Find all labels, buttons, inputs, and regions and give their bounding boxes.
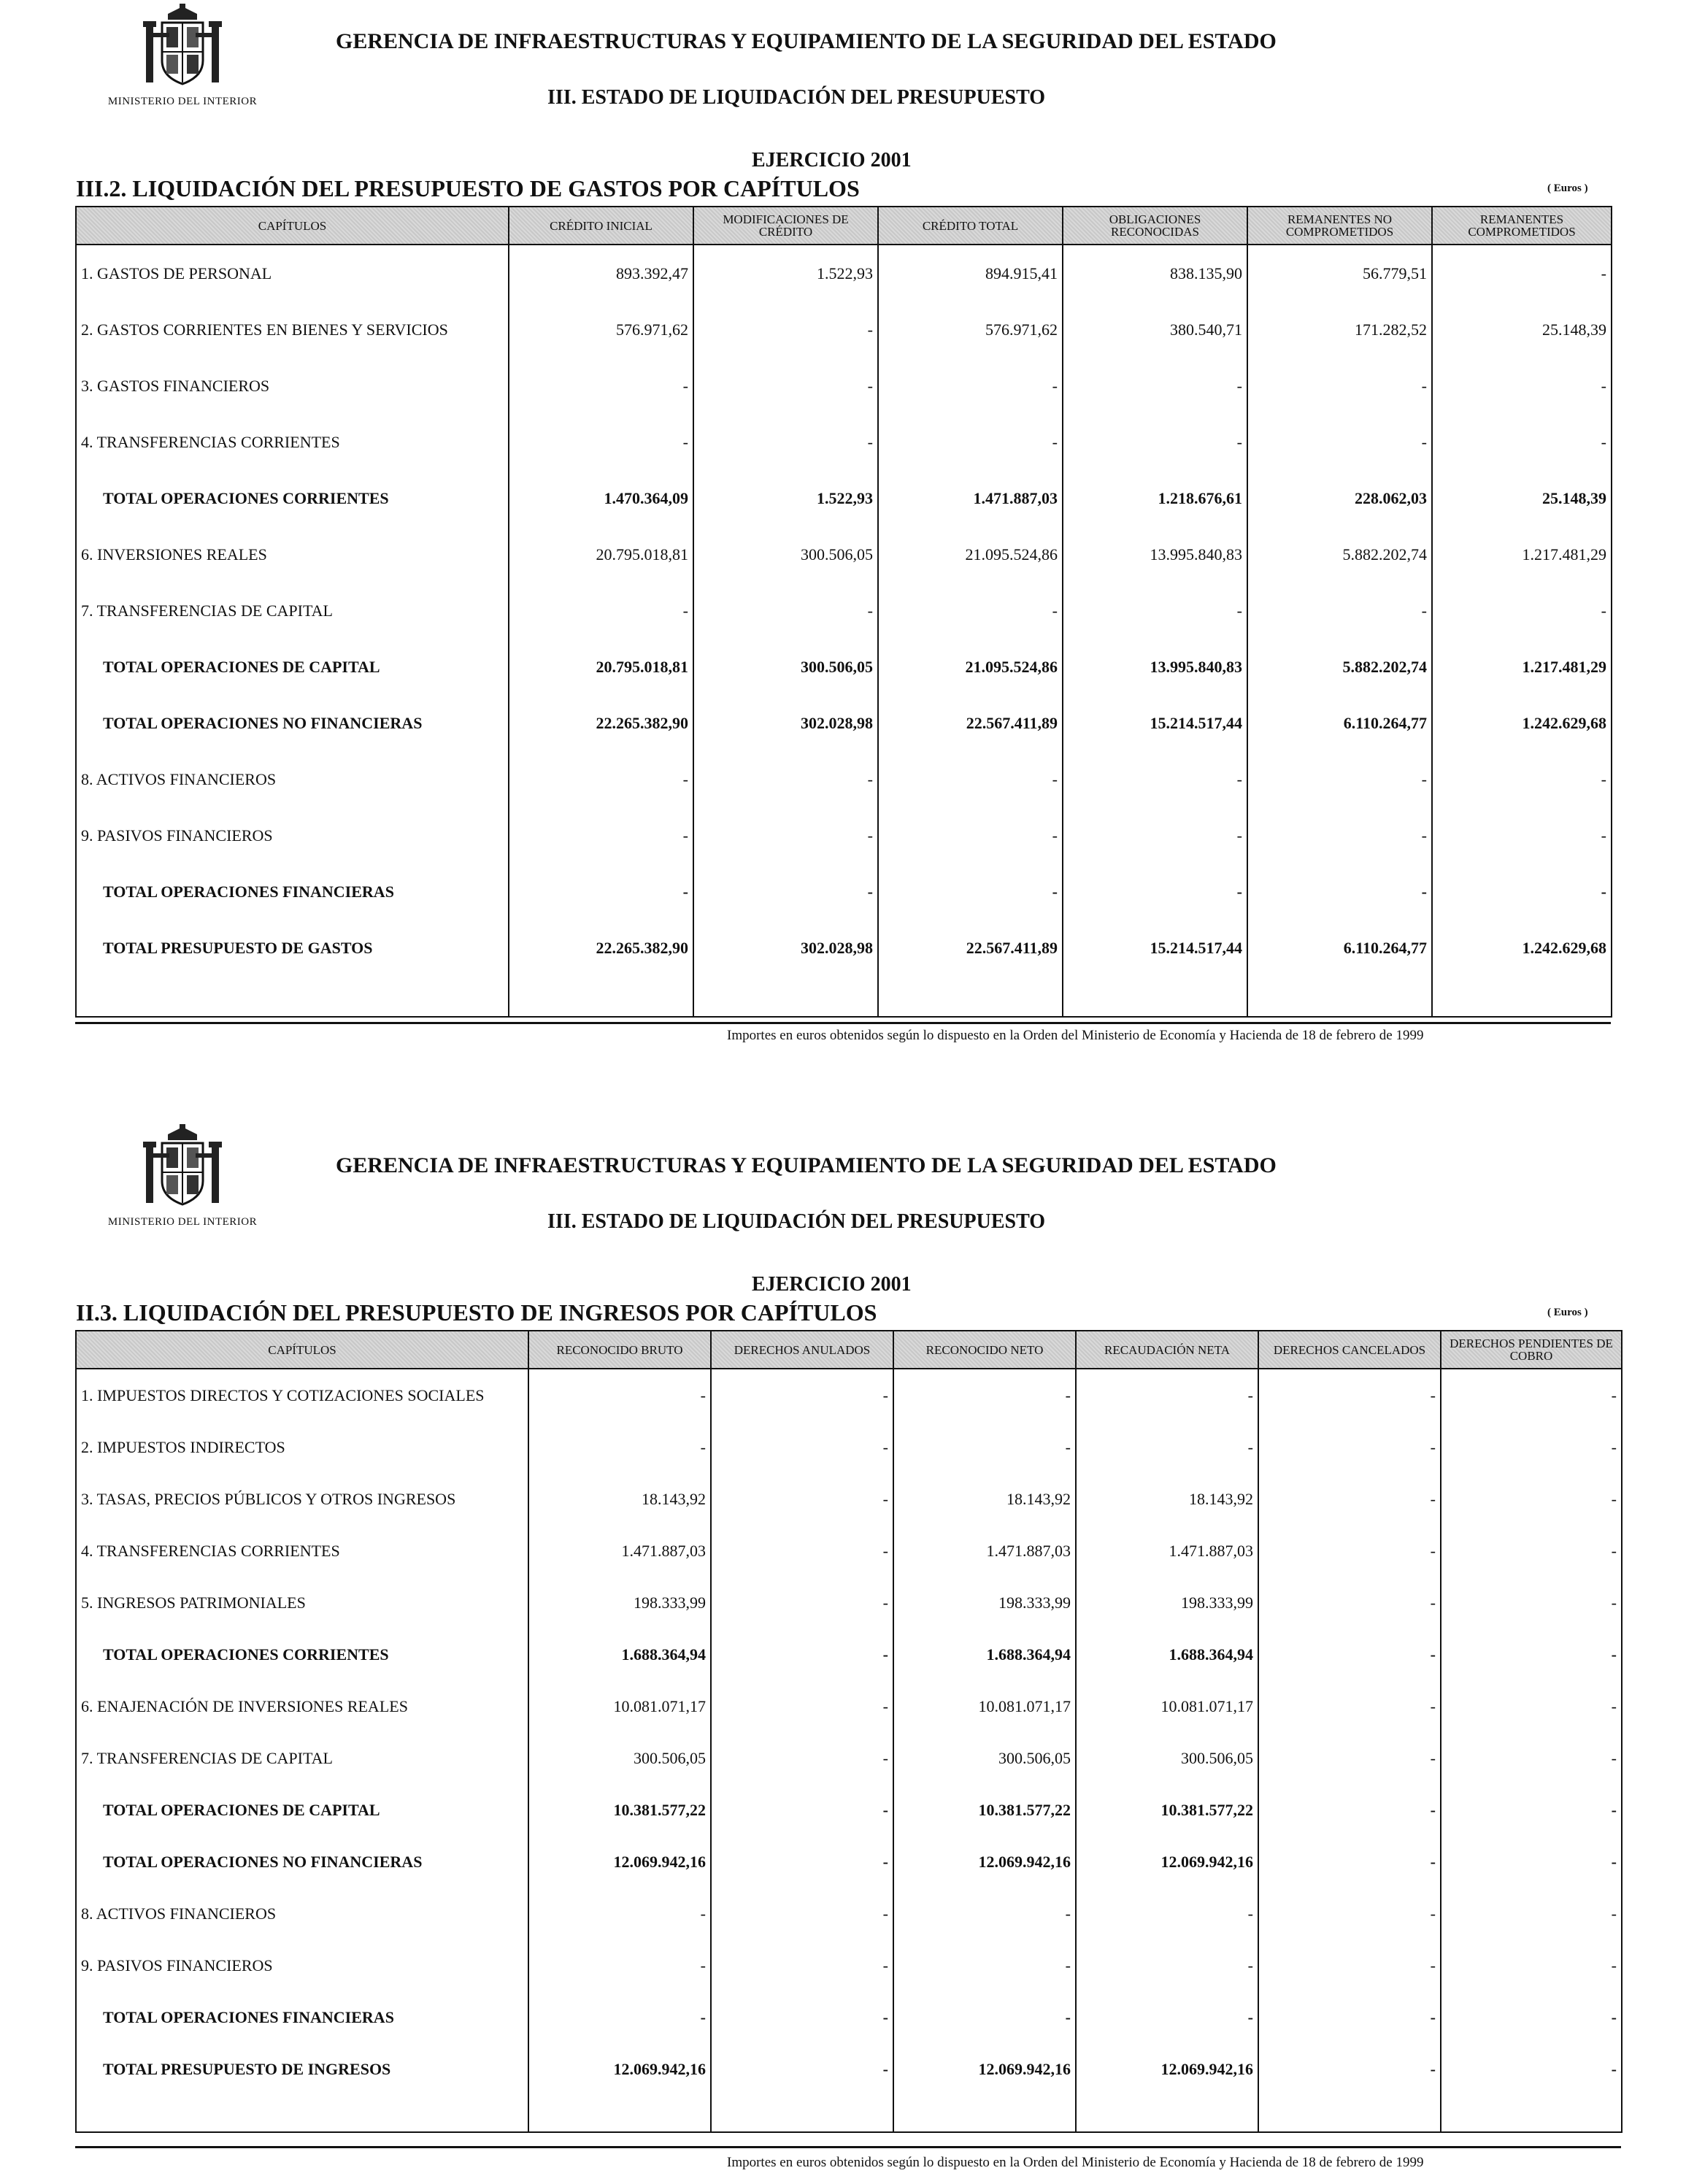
gastos-section-title: III.2. LIQUIDACIÓN DEL PRESUPUESTO DE GASTOS POR CAPÍTULOS [76, 175, 860, 201]
cell-value: - [1063, 807, 1247, 864]
cell-value: - [1258, 2043, 1441, 2095]
cell-value: - [1247, 751, 1432, 807]
row-label: 1. IMPUESTOS DIRECTOS Y COTIZACIONES SOCIALES [76, 1369, 528, 1421]
cell-value: 1.471.887,03 [528, 1525, 711, 1577]
cell-value: 302.028,98 [693, 920, 878, 976]
cell-value: 15.214.517,44 [1063, 695, 1247, 751]
cell-value: - [711, 1629, 893, 1680]
row-label: 4. TRANSFERENCIAS CORRIENTES [76, 1525, 528, 1577]
cell-value: - [1258, 1421, 1441, 1473]
cell-value: - [509, 582, 693, 639]
table-row [76, 245, 1612, 301]
cell-value: - [1258, 1629, 1441, 1680]
row-label: TOTAL OPERACIONES DE CAPITAL [76, 639, 509, 695]
cell-value: 22.265.382,90 [509, 695, 693, 751]
cell-value: - [693, 582, 878, 639]
table-row [76, 1888, 1622, 1939]
cell-value: 380.540,71 [1063, 301, 1247, 358]
empty-cell [76, 2095, 528, 2132]
row-label: TOTAL OPERACIONES FINANCIERAS [76, 864, 509, 920]
fiscal-year: EJERCICIO 2001 [752, 149, 912, 172]
page-title: GERENCIA DE INFRAESTRUCTURAS Y EQUIPAMIENTO DE LA SEGURIDAD DEL ESTADO [336, 29, 1277, 53]
row-label: TOTAL PRESUPUESTO DE GASTOS [76, 920, 509, 976]
table-row [76, 582, 1612, 639]
cell-value: - [693, 864, 878, 920]
cell-value: 300.506,05 [893, 1732, 1076, 1784]
ingresos-column-header: DERECHOS PENDIENTES DE COBRO [1441, 1331, 1622, 1369]
cell-value: - [893, 1888, 1076, 1939]
coat-of-arms-icon [139, 1124, 226, 1212]
cell-value: - [1432, 864, 1612, 920]
cell-value: 6.110.264,77 [1247, 695, 1432, 751]
cell-value: - [878, 414, 1063, 470]
cell-value: 171.282,52 [1247, 301, 1432, 358]
total-row [76, 2043, 1622, 2095]
cell-value: 12.069.942,16 [893, 2043, 1076, 2095]
empty-cell [711, 2095, 893, 2132]
cell-value: 1.688.364,94 [1076, 1629, 1258, 1680]
cell-value: - [693, 807, 878, 864]
empty-cell [1432, 976, 1612, 1017]
page-subtitle: III. ESTADO DE LIQUIDACIÓN DEL PRESUPUESTO [547, 86, 1046, 109]
table-filler-row [76, 976, 1612, 1017]
cell-value: 12.069.942,16 [1076, 1836, 1258, 1888]
empty-cell [878, 976, 1063, 1017]
cell-value: - [1441, 1369, 1622, 1421]
cell-value: 5.882.202,74 [1247, 639, 1432, 695]
gastos-table-bottom-rule [75, 1022, 1611, 1024]
table-row [76, 751, 1612, 807]
cell-value: 576.971,62 [878, 301, 1063, 358]
cell-value: - [1441, 1629, 1622, 1680]
cell-value: - [1258, 1836, 1441, 1888]
cell-value: - [1258, 1888, 1441, 1939]
cell-value: - [1432, 414, 1612, 470]
ministry-logo-2 [102, 1124, 263, 1228]
row-label: 8. ACTIVOS FINANCIEROS [76, 1888, 528, 1939]
cell-value: 22.567.411,89 [878, 920, 1063, 976]
empty-cell [509, 976, 693, 1017]
cell-value: 22.265.382,90 [509, 920, 693, 976]
row-label: TOTAL OPERACIONES NO FINANCIERAS [76, 695, 509, 751]
cell-value: 12.069.942,16 [528, 2043, 711, 2095]
row-label: 9. PASIVOS FINANCIEROS [76, 807, 509, 864]
empty-cell [76, 976, 509, 1017]
row-label: TOTAL OPERACIONES CORRIENTES [76, 1629, 528, 1680]
cell-value: - [711, 1680, 893, 1732]
empty-cell [1076, 2095, 1258, 2132]
cell-value: 10.381.577,22 [1076, 1784, 1258, 1836]
cell-value: - [711, 1836, 893, 1888]
cell-value: - [1247, 414, 1432, 470]
cell-value: - [1258, 1732, 1441, 1784]
cell-value: 1.470.364,09 [509, 470, 693, 526]
cell-value: - [528, 1888, 711, 1939]
row-label: 7. TRANSFERENCIAS DE CAPITAL [76, 1732, 528, 1784]
cell-value: - [711, 1473, 893, 1525]
table-row [76, 1939, 1622, 1991]
cell-value: - [528, 1369, 711, 1421]
row-label: TOTAL OPERACIONES CORRIENTES [76, 470, 509, 526]
cell-value: 300.506,05 [1076, 1732, 1258, 1784]
cell-value: - [1441, 1888, 1622, 1939]
cell-value: - [1441, 1421, 1622, 1473]
total-row [76, 864, 1612, 920]
cell-value: - [693, 751, 878, 807]
cell-value: - [1441, 1836, 1622, 1888]
table-row [76, 807, 1612, 864]
cell-value: - [1441, 1577, 1622, 1629]
cell-value: - [1441, 1473, 1622, 1525]
table-filler-row [76, 2095, 1622, 2132]
cell-value: 1.471.887,03 [1076, 1525, 1258, 1577]
cell-value: 1.217.481,29 [1432, 639, 1612, 695]
cell-value: - [1432, 807, 1612, 864]
coat-of-arms-icon [139, 4, 226, 91]
empty-cell [1441, 2095, 1622, 2132]
row-label: 4. TRANSFERENCIAS CORRIENTES [76, 414, 509, 470]
table-row [76, 1732, 1622, 1784]
total-row [76, 470, 1612, 526]
cell-value: - [1247, 358, 1432, 414]
cell-value: - [1258, 1991, 1441, 2043]
table-row [76, 1369, 1622, 1421]
cell-value: 300.506,05 [693, 526, 878, 582]
cell-value: - [1247, 864, 1432, 920]
row-label: TOTAL OPERACIONES DE CAPITAL [76, 1784, 528, 1836]
row-label: 7. TRANSFERENCIAS DE CAPITAL [76, 582, 509, 639]
cell-value: 18.143,92 [528, 1473, 711, 1525]
table-row [76, 1680, 1622, 1732]
cell-value: - [711, 1888, 893, 1939]
ingresos-column-header: DERECHOS ANULADOS [711, 1331, 893, 1369]
cell-value: 1.688.364,94 [528, 1629, 711, 1680]
cell-value: 12.069.942,16 [893, 1836, 1076, 1888]
cell-value: 1.522,93 [693, 470, 878, 526]
total-row [76, 1991, 1622, 2043]
cell-value: - [893, 1369, 1076, 1421]
ministry-logo [102, 4, 263, 108]
fiscal-year-2: EJERCICIO 2001 [752, 1273, 912, 1296]
row-label: TOTAL OPERACIONES NO FINANCIERAS [76, 1836, 528, 1888]
row-label: 5. INGRESOS PATRIMONIALES [76, 1577, 528, 1629]
cell-value: - [1076, 1421, 1258, 1473]
gastos-column-header: REMANENTES NO COMPROMETIDOS [1247, 207, 1432, 245]
cell-value: - [1258, 1784, 1441, 1836]
cell-value: - [1432, 358, 1612, 414]
cell-value: 10.081.071,17 [893, 1680, 1076, 1732]
cell-value: - [893, 1421, 1076, 1473]
cell-value: - [711, 1525, 893, 1577]
ingresos-table [75, 1330, 1623, 2133]
cell-value: 1.217.481,29 [1432, 526, 1612, 582]
cell-value: 1.688.364,94 [893, 1629, 1076, 1680]
table-row [76, 1473, 1622, 1525]
cell-value: 302.028,98 [693, 695, 878, 751]
cell-value: - [711, 1421, 893, 1473]
ingresos-column-header: CAPÍTULOS [76, 1331, 528, 1369]
cell-value: - [878, 751, 1063, 807]
cell-value: - [509, 414, 693, 470]
page-subtitle-2: III. ESTADO DE LIQUIDACIÓN DEL PRESUPUESTO [547, 1210, 1046, 1233]
ingresos-section-title: II.3. LIQUIDACIÓN DEL PRESUPUESTO DE INGRESOS POR CAPÍTULOS [76, 1299, 877, 1326]
cell-value: - [711, 2043, 893, 2095]
gastos-column-header: REMANENTES COMPROMETIDOS [1432, 207, 1612, 245]
cell-value: 13.995.840,83 [1063, 639, 1247, 695]
cell-value: 838.135,90 [1063, 245, 1247, 301]
cell-value: 1.471.887,03 [878, 470, 1063, 526]
cell-value: - [1076, 1991, 1258, 2043]
ingresos-column-header: RECONOCIDO NETO [893, 1331, 1076, 1369]
cell-value: - [509, 807, 693, 864]
cell-value: 15.214.517,44 [1063, 920, 1247, 976]
cell-value: 1.218.676,61 [1063, 470, 1247, 526]
cell-value: - [878, 807, 1063, 864]
cell-value: 21.095.524,86 [878, 639, 1063, 695]
cell-value: - [1258, 1939, 1441, 1991]
cell-value: 20.795.018,81 [509, 639, 693, 695]
cell-value: - [1258, 1473, 1441, 1525]
ministry-name: MINISTERIO DEL INTERIOR [107, 96, 258, 107]
cell-value: 1.242.629,68 [1432, 695, 1612, 751]
cell-value: 18.143,92 [893, 1473, 1076, 1525]
cell-value: 10.081.071,17 [1076, 1680, 1258, 1732]
total-row [76, 1836, 1622, 1888]
gastos-column-header: CRÉDITO INICIAL [509, 207, 693, 245]
cell-value: - [1258, 1577, 1441, 1629]
total-row [76, 695, 1612, 751]
cell-value: - [1441, 2043, 1622, 2095]
row-label: 9. PASIVOS FINANCIEROS [76, 1939, 528, 1991]
cell-value: - [528, 1991, 711, 2043]
cell-value: 198.333,99 [1076, 1577, 1258, 1629]
empty-cell [1258, 2095, 1441, 2132]
cell-value: 12.069.942,16 [528, 1836, 711, 1888]
row-label: TOTAL PRESUPUESTO DE INGRESOS [76, 2043, 528, 2095]
cell-value: - [1258, 1680, 1441, 1732]
ministry-name-2: MINISTERIO DEL INTERIOR [107, 1216, 258, 1228]
cell-value: 300.506,05 [693, 639, 878, 695]
cell-value: - [528, 1421, 711, 1473]
cell-value: - [878, 864, 1063, 920]
row-label: 6. INVERSIONES REALES [76, 526, 509, 582]
row-label: TOTAL OPERACIONES FINANCIERAS [76, 1991, 528, 2043]
ingresos-units-label: ( Euros ) [1547, 1307, 1588, 1318]
cell-value: - [711, 1784, 893, 1836]
cell-value: - [893, 1991, 1076, 2043]
cell-value: - [1441, 1680, 1622, 1732]
table-row [76, 358, 1612, 414]
cell-value: 10.381.577,22 [528, 1784, 711, 1836]
cell-value: - [1258, 1525, 1441, 1577]
cell-value: - [711, 1577, 893, 1629]
empty-cell [893, 2095, 1076, 2132]
row-label: 3. GASTOS FINANCIEROS [76, 358, 509, 414]
gastos-table [75, 206, 1612, 1018]
table-row [76, 1577, 1622, 1629]
cell-value: - [1076, 1939, 1258, 1991]
gastos-column-header: OBLIGACIONES RECONOCIDAS [1063, 207, 1247, 245]
row-label: 3. TASAS, PRECIOS PÚBLICOS Y OTROS INGRESOS [76, 1473, 528, 1525]
cell-value: - [1063, 582, 1247, 639]
cell-value: - [1063, 864, 1247, 920]
total-row [76, 1784, 1622, 1836]
cell-value: - [509, 358, 693, 414]
cell-value: - [1063, 414, 1247, 470]
ingresos-table-bottom-rule [75, 2146, 1621, 2148]
cell-value: 13.995.840,83 [1063, 526, 1247, 582]
cell-value: 894.915,41 [878, 245, 1063, 301]
empty-cell [1247, 976, 1432, 1017]
cell-value: 20.795.018,81 [509, 526, 693, 582]
cell-value: - [693, 414, 878, 470]
cell-value: - [509, 751, 693, 807]
table-row [76, 1421, 1622, 1473]
cell-value: 10.081.071,17 [528, 1680, 711, 1732]
cell-value: 10.381.577,22 [893, 1784, 1076, 1836]
cell-value: - [693, 358, 878, 414]
row-label: 2. GASTOS CORRIENTES EN BIENES Y SERVICIOS [76, 301, 509, 358]
cell-value: - [1432, 245, 1612, 301]
cell-value: - [1247, 807, 1432, 864]
empty-cell [528, 2095, 711, 2132]
gastos-footnote: Importes en euros obtenidos según lo dispuesto en la Orden del Ministerio de Economía y Hacienda de 18 de febrero de 1999 [727, 1028, 1424, 1043]
cell-value: - [1063, 358, 1247, 414]
cell-value: - [878, 358, 1063, 414]
empty-cell [693, 976, 878, 1017]
cell-value: - [1076, 1369, 1258, 1421]
cell-value: - [711, 1991, 893, 2043]
cell-value: 5.882.202,74 [1247, 526, 1432, 582]
cell-value: - [1441, 1732, 1622, 1784]
cell-value: 198.333,99 [528, 1577, 711, 1629]
gastos-column-header: CAPÍTULOS [76, 207, 509, 245]
cell-value: - [1441, 1939, 1622, 1991]
cell-value: - [1258, 1369, 1441, 1421]
cell-value: 300.506,05 [528, 1732, 711, 1784]
ingresos-column-header: DERECHOS CANCELADOS [1258, 1331, 1441, 1369]
cell-value: 6.110.264,77 [1247, 920, 1432, 976]
cell-value: - [693, 301, 878, 358]
cell-value: - [1441, 1525, 1622, 1577]
row-label: 1. GASTOS DE PERSONAL [76, 245, 509, 301]
row-label: 6. ENAJENACIÓN DE INVERSIONES REALES [76, 1680, 528, 1732]
total-row [76, 1629, 1622, 1680]
ingresos-column-header: RECONOCIDO BRUTO [528, 1331, 711, 1369]
table-row [76, 526, 1612, 582]
ingresos-column-header: RECAUDACIÓN NETA [1076, 1331, 1258, 1369]
row-label: 8. ACTIVOS FINANCIEROS [76, 751, 509, 807]
cell-value: 1.522,93 [693, 245, 878, 301]
cell-value: - [528, 1939, 711, 1991]
cell-value: - [878, 582, 1063, 639]
cell-value: 228.062,03 [1247, 470, 1432, 526]
cell-value: 12.069.942,16 [1076, 2043, 1258, 2095]
total-row [76, 920, 1612, 976]
row-label: 2. IMPUESTOS INDIRECTOS [76, 1421, 528, 1473]
cell-value: - [1063, 751, 1247, 807]
cell-value: 576.971,62 [509, 301, 693, 358]
cell-value: 56.779,51 [1247, 245, 1432, 301]
cell-value: 893.392,47 [509, 245, 693, 301]
cell-value: - [711, 1369, 893, 1421]
cell-value: 18.143,92 [1076, 1473, 1258, 1525]
cell-value: 198.333,99 [893, 1577, 1076, 1629]
cell-value: - [711, 1732, 893, 1784]
cell-value: - [1076, 1888, 1258, 1939]
cell-value: 25.148,39 [1432, 301, 1612, 358]
cell-value: - [1441, 1991, 1622, 2043]
total-row [76, 639, 1612, 695]
gastos-units-label: ( Euros ) [1547, 182, 1588, 194]
cell-value: 1.471.887,03 [893, 1525, 1076, 1577]
ingresos-footnote: Importes en euros obtenidos según lo dispuesto en la Orden del Ministerio de Economía y Hacienda de 18 de febrero de 1999 [727, 2155, 1424, 2170]
cell-value: - [1432, 582, 1612, 639]
gastos-column-header: CRÉDITO TOTAL [878, 207, 1063, 245]
table-row [76, 414, 1612, 470]
cell-value: 25.148,39 [1432, 470, 1612, 526]
cell-value: - [509, 864, 693, 920]
gastos-column-header: MODIFICACIONES DE CRÉDITO [693, 207, 878, 245]
page-title-2: GERENCIA DE INFRAESTRUCTURAS Y EQUIPAMIENTO DE LA SEGURIDAD DEL ESTADO [336, 1153, 1277, 1177]
cell-value: 21.095.524,86 [878, 526, 1063, 582]
cell-value: - [1441, 1784, 1622, 1836]
empty-cell [1063, 976, 1247, 1017]
cell-value: - [893, 1939, 1076, 1991]
table-row [76, 1525, 1622, 1577]
cell-value: - [711, 1939, 893, 1991]
cell-value: 22.567.411,89 [878, 695, 1063, 751]
table-row [76, 301, 1612, 358]
cell-value: - [1432, 751, 1612, 807]
cell-value: 1.242.629,68 [1432, 920, 1612, 976]
cell-value: - [1247, 582, 1432, 639]
